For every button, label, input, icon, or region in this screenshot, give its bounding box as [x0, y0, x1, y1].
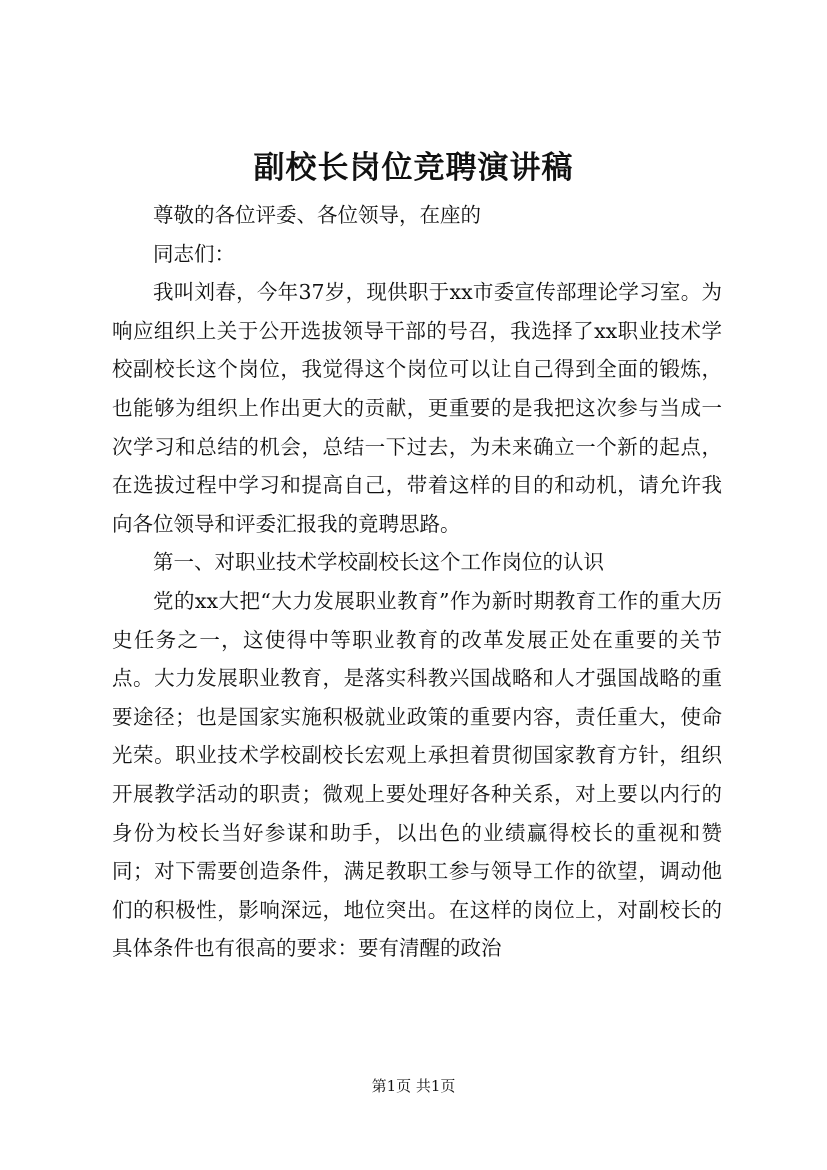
salutation-line-1: 尊敬的各位评委、各位领导，在座的	[153, 203, 481, 227]
section-heading: 第一、对职业技术学校副校长这个工作岗位的认识	[153, 550, 604, 575]
document-title: 副校长岗位竞聘演讲稿	[253, 150, 574, 186]
salutation-line-2: 同志们：	[153, 241, 235, 266]
page-footer: 第1页 共1页	[371, 1077, 456, 1095]
document-body	[112, 196, 722, 968]
intro-paragraph: 我叫刘春，今年37岁，现供职于xx市委宣传部理论学习室。为响应组织上关于公开选拔领导干部的号召，我选择了xx职业技术学校副校长这个岗位，我觉得这个岗位可以让自己得到全面的锻炼，也能够为组织上作出更大的贡献，更重要的是我把这次参与当成一次学习和总结的机会，总结一下过去，为未来确立一个新的起点，在选拔过程中学习和提高自己，带着这样的目的和动机，请允许我向各位领导和评委汇报我的竟聘思路。	[112, 280, 722, 536]
section-paragraph: 党的xx大把“大力发展职业教育”作为新时期教育工作的重大历史任务之一，这使得中等职业教育的改革发展正处在重要的关节点。大力发展职业教育，是落实科教兴国战略和人才强国战略的重要途径；也是国家实施积极就业政策的重要内容，责任重大，使命光荣。职业技术学校副校长宏观上承担着贯彻国家教育方针，组织开展教学活动的职责；微观上要处理好各种关系，对上要以内行的身份为校长当好参谋和助手，以出色的业绩赢得校长的重视和赞同；对下需要创造条件，满足教职工参与领导工作的欲望，调动他们的积极性，影响深远，地位突出。在这样的岗位上，对副校长的具体条件也有很高的要求：要有清醒的政治	[112, 588, 722, 961]
